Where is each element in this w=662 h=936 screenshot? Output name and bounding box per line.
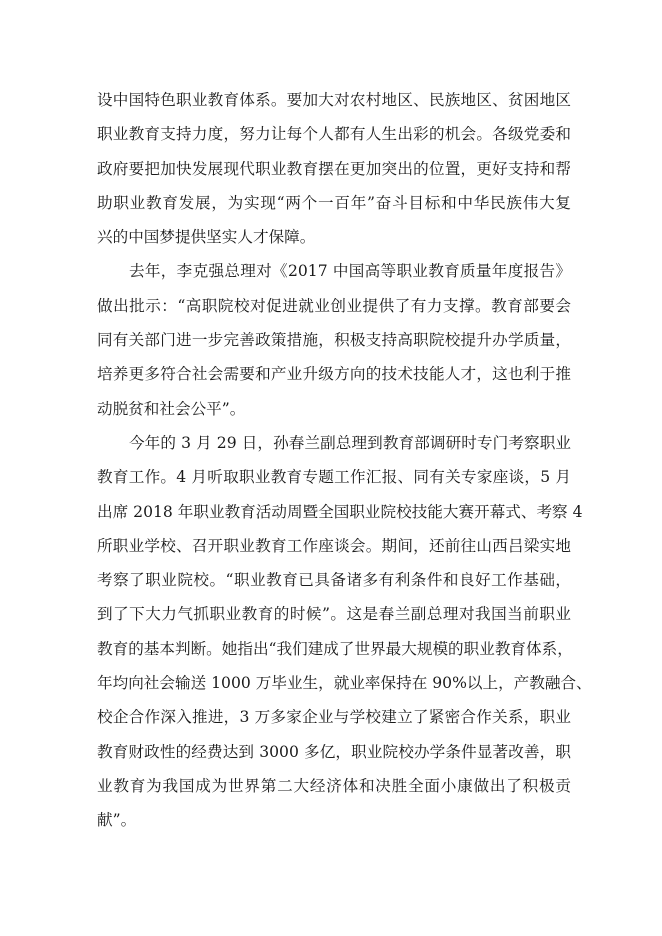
text-line: 校企合作深入推进，3 万多家企业与学校建立了紧密合作关系，职业	[97, 708, 571, 727]
text-line: 考察了职业院校。“职业教育已具备诸多有利条件和良好工作基础，	[97, 571, 571, 590]
text-line: 献”。	[97, 811, 137, 830]
text-line: 教育工作。4 月听取职业教育专题工作汇报、同有关专家座谈，5 月	[97, 468, 571, 487]
text-line: 教育的基本判断。她指出“我们建成了世界最大规模的职业教育体系，	[97, 639, 573, 658]
text-line: 业教育为我国成为世界第二大经济体和决胜全面小康做出了积极贡	[97, 776, 571, 795]
text-line: 同有关部门进一步完善政策措施，积极支持高职院校提升办学质量，	[97, 331, 571, 350]
text-line: 出席 2018 年职业教育活动周暨全国职业院校技能大赛开幕式、考察 4	[97, 502, 583, 521]
text-line: 培养更多符合社会需要和产业升级方向的技术技能人才，这也利于推	[97, 365, 571, 384]
text-line: 动脱贫和社会公平”。	[97, 399, 246, 418]
text-line: 今年的 3 月 29 日，孙春兰副总理到教育部调研时专门考察职业	[129, 433, 571, 452]
text-line: 教育财政性的经费达到 3000 多亿，职业院校办学条件显著改善，职	[97, 742, 571, 761]
text-line: 年均向社会输送 1000 万毕业生，就业率保持在 90%以上，产教融合、	[97, 674, 592, 693]
text-line: 助职业教育发展，为实现“两个一百年”奋斗目标和中华民族伟大复	[97, 193, 571, 212]
text-line: 兴的中国梦提供坚实人才保障。	[97, 228, 316, 247]
paragraph-1	[97, 83, 571, 254]
text-line: 去年，李克强总理对《2017 中国高等职业教育质量年度报告》	[129, 262, 571, 281]
text-line: 所职业学校、召开职业教育工作座谈会。期间，还前往山西吕梁实地	[97, 536, 571, 555]
text-line: 职业教育支持力度，努力让每个人都有人生出彩的机会。各级党委和	[97, 125, 571, 144]
text-line: 到了下大力气抓职业教育的时候”。这是春兰副总理对我国当前职业	[97, 605, 571, 624]
text-line: 设中国特色职业教育体系。要加大对农村地区、民族地区、贫困地区	[97, 91, 571, 109]
paragraph-2	[97, 254, 571, 425]
document-body	[97, 83, 592, 838]
text-line: 政府要把加快发展现代职业教育摆在更加突出的位置，更好支持和帮	[97, 159, 571, 178]
text-line: 做出批示：“高职院校对促进就业创业提供了有力支撑。教育部要会	[97, 296, 571, 315]
paragraph-3	[97, 426, 592, 838]
